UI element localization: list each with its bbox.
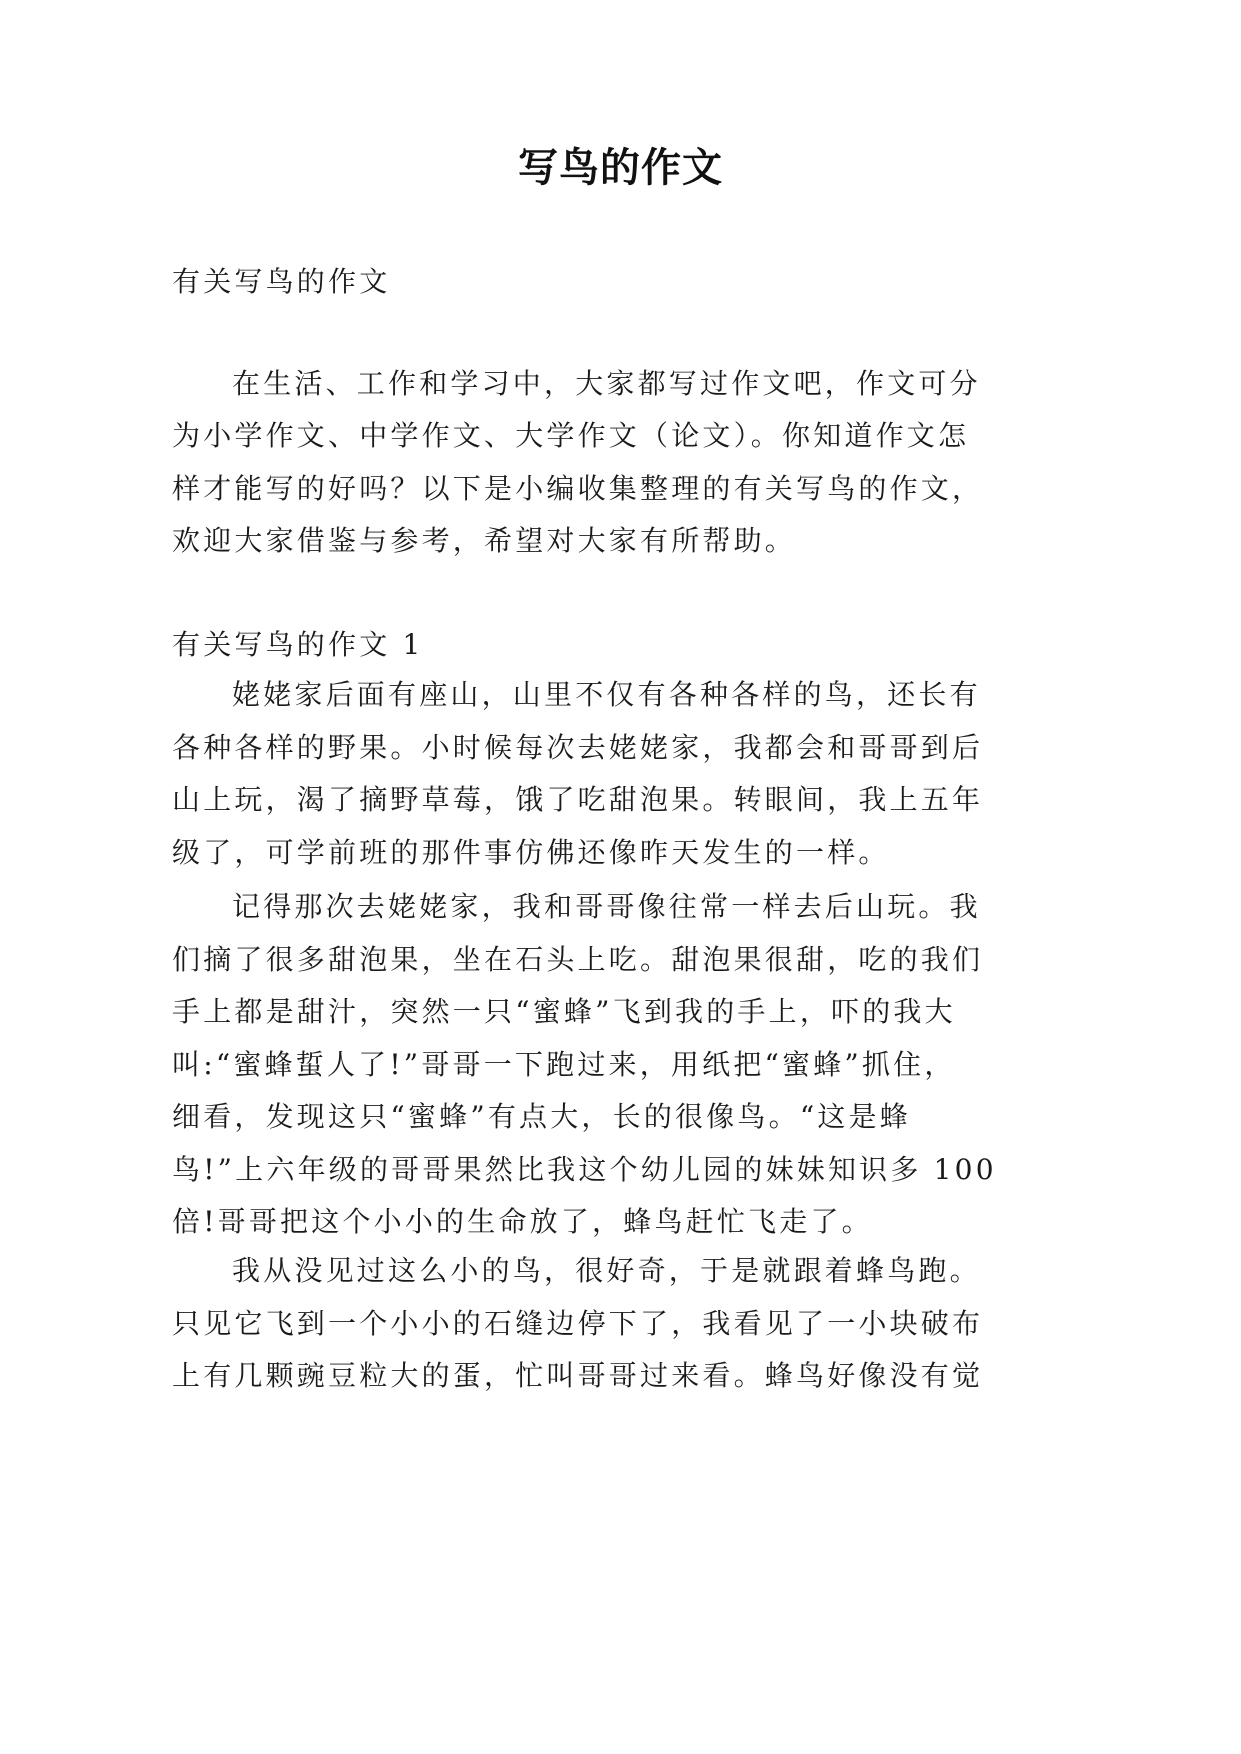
paragraph-line: 鸟!”上六年级的哥哥果然比我这个幼儿园的妹妹知识多 100 bbox=[172, 1153, 997, 1186]
paragraph-line: 叫:“蜜蜂蜇人了!”哥哥一下跑过来，用纸把“蜜蜂”抓住， bbox=[172, 1048, 956, 1081]
intro-line: 为小学作文、中学作文、大学作文（论文）。你知道作文怎 bbox=[172, 419, 970, 452]
paragraph-line: 姥姥家后面有座山，山里不仅有各种各样的鸟，还长有 bbox=[232, 678, 981, 711]
document-subtitle: 有关写鸟的作文 bbox=[172, 265, 391, 298]
section-heading: 有关写鸟的作文 1 bbox=[172, 628, 424, 661]
intro-line: 在生活、工作和学习中，大家都写过作文吧，作文可分 bbox=[232, 367, 981, 400]
paragraph-line: 级了，可学前班的那件事仿佛还像昨天发生的一样。 bbox=[172, 836, 890, 869]
paragraph-line: 手上都是甜汁，突然一只“蜜蜂”飞到我的手上，吓的我大 bbox=[172, 995, 956, 1028]
paragraph-line: 我从没见过这么小的鸟，很好奇，于是就跟着蜂鸟跑。 bbox=[232, 1254, 981, 1287]
intro-line: 样才能写的好吗？以下是小编收集整理的有关写鸟的作文， bbox=[172, 472, 984, 505]
paragraph-line: 们摘了很多甜泡果，坐在石头上吃。甜泡果很甜，吃的我们 bbox=[172, 943, 984, 976]
paragraph-line: 上有几颗豌豆粒大的蛋，忙叫哥哥过来看。蜂鸟好像没有觉 bbox=[172, 1359, 984, 1392]
paragraph-line: 细看，发现这只“蜜蜂”有点大，长的很像鸟。“这是蜂 bbox=[172, 1100, 911, 1133]
paragraph-line: 各种各样的野果。小时候每次去姥姥家，我都会和哥哥到后 bbox=[172, 731, 984, 764]
paragraph-line: 倍!哥哥把这个小小的生命放了，蜂鸟赶忙飞走了。 bbox=[172, 1205, 873, 1238]
paragraph-line: 只见它飞到一个小小的石缝边停下了，我看见了一小块破布 bbox=[172, 1307, 984, 1340]
paragraph-line: 记得那次去姥姥家，我和哥哥像往常一样去后山玩。我 bbox=[232, 890, 981, 923]
document-title: 写鸟的作文 bbox=[518, 145, 723, 191]
paragraph-line: 山上玩，渴了摘野草莓，饿了吃甜泡果。转眼间，我上五年 bbox=[172, 783, 984, 816]
intro-line: 欢迎大家借鉴与参考，希望对大家有所帮助。 bbox=[172, 524, 797, 557]
